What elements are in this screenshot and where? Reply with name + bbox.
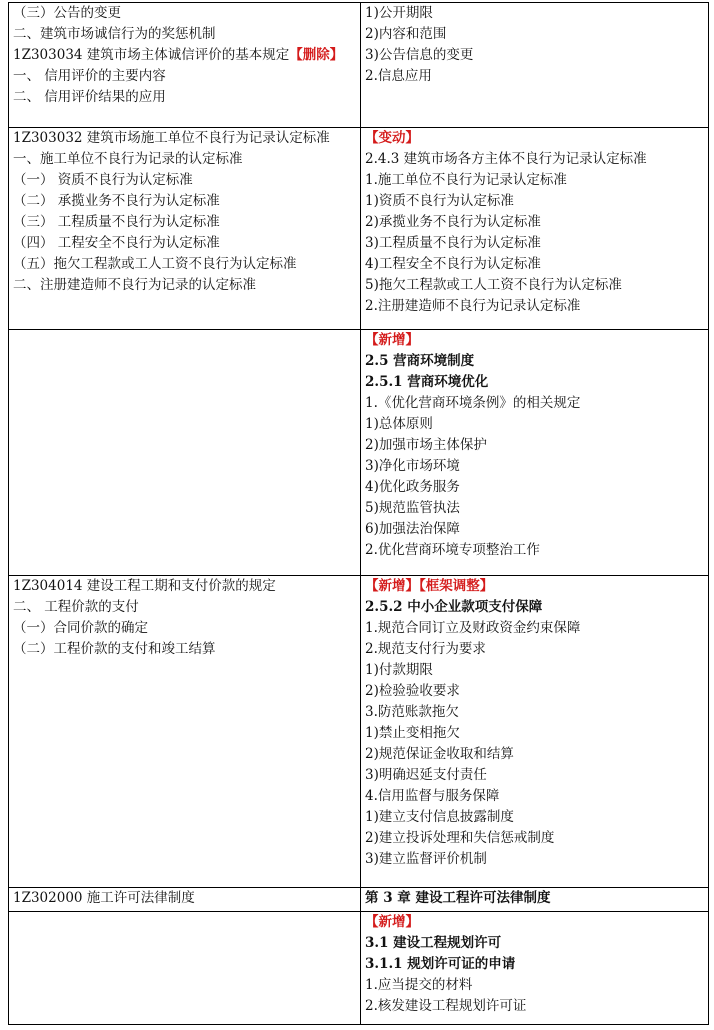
line-text: 1)总体原则: [365, 416, 433, 432]
line-text: 4.信用监督与服务保障: [365, 788, 500, 804]
line-text: 1)公开期限: [365, 5, 433, 21]
table-row: [9, 330, 709, 576]
line-text: （五）拖欠工程款或工人工资不良行为认定标准: [13, 256, 297, 272]
line-text: 3.1 建设工程规划许可: [365, 935, 502, 951]
line-text: （三） 工程质量不良行为认定标准: [13, 214, 220, 230]
table-row: [9, 912, 709, 1025]
left-cell-line: [13, 275, 356, 296]
table-row: [9, 576, 709, 888]
right-cell-line: [365, 351, 704, 372]
right-cell-line: [365, 45, 704, 66]
line-text: 1Z303034 建筑市场主体诚信评价的基本规定: [13, 47, 290, 63]
right-cell: [361, 128, 709, 330]
line-text: 1Z302000 施工许可法律制度: [13, 890, 195, 906]
line-text: 二、注册建造师不良行为记录的认定标准: [13, 277, 256, 293]
change-tag: 【新增】【框架调整】: [365, 578, 494, 594]
right-cell-line: [365, 254, 704, 275]
table-row: [9, 128, 709, 330]
right-cell: [361, 3, 709, 128]
right-cell: [361, 576, 709, 888]
right-cell-line: [365, 639, 704, 660]
right-cell-line: [365, 849, 704, 870]
right-cell-line: [365, 828, 704, 849]
right-cell-line: [365, 660, 704, 681]
line-text: 1.《优化营商环境条例》的相关规定: [365, 395, 581, 411]
right-cell: [361, 888, 709, 912]
right-cell-line: [365, 519, 704, 540]
right-cell-line: [365, 477, 704, 498]
right-cell-line: [365, 540, 704, 561]
right-cell: [361, 912, 709, 1025]
left-cell: [9, 330, 361, 576]
line-text: （二） 承揽业务不良行为认定标准: [13, 193, 220, 209]
line-text: 1Z304014 建设工程工期和支付价款的规定: [13, 578, 276, 594]
line-text: 2)规范保证金收取和结算: [365, 746, 514, 762]
line-text: 2.优化营商环境专项整治工作: [365, 542, 540, 558]
right-cell-line: [365, 191, 704, 212]
right-cell-line: [365, 597, 704, 618]
right-cell-line: [365, 954, 704, 975]
right-cell-line: [365, 414, 704, 435]
left-cell-line: [13, 170, 356, 191]
line-text: 3.防范账款拖欠: [365, 704, 459, 720]
change-tag: 【新增】: [365, 914, 419, 930]
change-tag: 【变动】: [365, 130, 419, 146]
right-cell-line: [365, 170, 704, 191]
line-text: 二、建筑市场诚信行为的奖惩机制: [13, 26, 216, 42]
line-text: 3)工程质量不良行为认定标准: [365, 235, 541, 251]
left-cell-line: [13, 212, 356, 233]
right-cell-line: [365, 435, 704, 456]
line-text: 一、施工单位不良行为记录的认定标准: [13, 151, 243, 167]
line-text: 2.信息应用: [365, 68, 432, 84]
line-text: 1.施工单位不良行为记录认定标准: [365, 172, 567, 188]
right-cell-line: [365, 498, 704, 519]
left-cell: [9, 3, 361, 128]
right-cell-line: [365, 576, 704, 597]
right-cell-line: [365, 128, 704, 149]
right-cell-line: [365, 275, 704, 296]
right-cell-line: [365, 393, 704, 414]
line-text: 3)净化市场环境: [365, 458, 460, 474]
line-text: 二、 信用评价结果的应用: [13, 89, 166, 105]
line-text: 5)拖欠工程款或工人工资不良行为认定标准: [365, 277, 622, 293]
line-text: 2.核发建设工程规划许可证: [365, 998, 527, 1014]
line-text: 1Z303032 建筑市场施工单位不良行为记录认定标准: [13, 130, 330, 146]
right-cell-line: [365, 233, 704, 254]
line-text: 1)资质不良行为认定标准: [365, 193, 514, 209]
right-cell-line: [365, 765, 704, 786]
left-cell-line: [13, 576, 356, 597]
left-cell: [9, 128, 361, 330]
left-cell-line: [13, 45, 356, 66]
change-tag: 【删除】: [289, 47, 344, 63]
line-text: 1.规范合同订立及财政资金约束保障: [365, 620, 581, 636]
left-cell-line: [13, 597, 356, 618]
left-cell-line: [13, 618, 356, 639]
line-text: 第 3 章 建设工程许可法律制度: [365, 890, 551, 906]
line-text: 3)明确迟延支付责任: [365, 767, 487, 783]
table-body: [9, 3, 709, 1025]
left-cell-line: [13, 639, 356, 660]
left-cell-line: [13, 254, 356, 275]
left-cell-line: [13, 128, 356, 149]
left-cell-line: [13, 233, 356, 254]
line-text: 2)内容和范围: [365, 26, 447, 42]
line-text: 2)加强市场主体保护: [365, 437, 487, 453]
left-cell-line: [13, 191, 356, 212]
line-text: （一） 资质不良行为认定标准: [13, 172, 193, 188]
line-text: 2.注册建造师不良行为记录认定标准: [365, 298, 581, 314]
line-text: 2.4.3 建筑市场各方主体不良行为记录认定标准: [365, 151, 647, 167]
right-cell-line: [365, 212, 704, 233]
line-text: （一）合同价款的确定: [13, 620, 148, 636]
right-cell-line: [365, 3, 704, 24]
line-text: （四） 工程安全不良行为认定标准: [13, 235, 220, 251]
line-text: 3)公告信息的变更: [365, 47, 474, 63]
right-cell-line: [365, 888, 704, 909]
right-cell-line: [365, 975, 704, 996]
line-text: 1)建立支付信息披露制度: [365, 809, 514, 825]
line-text: 二、 工程价款的支付: [13, 599, 139, 615]
line-text: 一、 信用评价的主要内容: [13, 68, 166, 84]
right-cell: [361, 330, 709, 576]
line-text: 1)禁止变相拖欠: [365, 725, 460, 741]
line-text: （三）公告的变更: [13, 5, 121, 21]
line-text: （二）工程价款的支付和竣工结算: [13, 641, 216, 657]
right-cell-line: [365, 744, 704, 765]
line-text: 2.5 营商环境制度: [365, 353, 475, 369]
right-cell-line: [365, 786, 704, 807]
table-row: [9, 888, 709, 912]
left-cell-line: [13, 24, 356, 45]
line-text: 2.规范支付行为要求: [365, 641, 486, 657]
right-cell-line: [365, 456, 704, 477]
right-cell-line: [365, 933, 704, 954]
right-cell-line: [365, 912, 704, 933]
line-text: 2.5.2 中小企业款项支付保障: [365, 599, 543, 615]
line-text: 1.应当提交的材料: [365, 977, 473, 993]
right-cell-line: [365, 66, 704, 87]
left-cell-line: [13, 888, 356, 909]
right-cell-line: [365, 996, 704, 1017]
right-cell-line: [365, 372, 704, 393]
line-text: 4)工程安全不良行为认定标准: [365, 256, 541, 272]
line-text: 5)规范监管执法: [365, 500, 460, 516]
line-text: 2)检验验收要求: [365, 683, 460, 699]
line-text: 2)承揽业务不良行为认定标准: [365, 214, 541, 230]
right-cell-line: [365, 296, 704, 317]
left-cell: [9, 912, 361, 1025]
left-cell-line: [13, 87, 356, 108]
right-cell-line: [365, 330, 704, 351]
line-text: 3.1.1 规划许可证的申请: [365, 956, 516, 972]
left-cell: [9, 888, 361, 912]
line-text: 1)付款期限: [365, 662, 433, 678]
left-cell: [9, 576, 361, 888]
table-row: [9, 3, 709, 128]
right-cell-line: [365, 149, 704, 170]
left-cell-line: [13, 149, 356, 170]
left-cell-line: [13, 3, 356, 24]
line-text: 2.5.1 营商环境优化: [365, 374, 489, 390]
right-cell-line: [365, 807, 704, 828]
left-cell-line: [13, 66, 356, 87]
comparison-table: [8, 2, 709, 1025]
line-text: 4)优化政务服务: [365, 479, 460, 495]
right-cell-line: [365, 723, 704, 744]
right-cell-line: [365, 618, 704, 639]
right-cell-line: [365, 681, 704, 702]
line-text: 6)加强法治保障: [365, 521, 460, 537]
line-text: 3)建立监督评价机制: [365, 851, 487, 867]
line-text: 2)建立投诉处理和失信惩戒制度: [365, 830, 555, 846]
change-tag: 【新增】: [365, 332, 419, 348]
right-cell-line: [365, 702, 704, 723]
right-cell-line: [365, 24, 704, 45]
